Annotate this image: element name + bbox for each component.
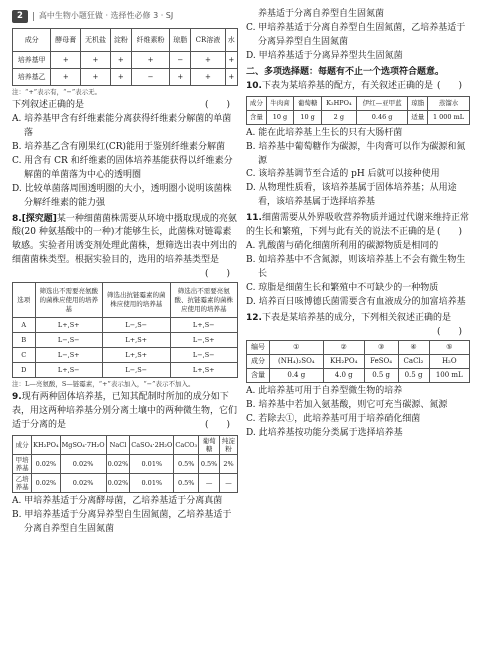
table-cell: 0.46 g	[356, 110, 408, 124]
table-cell: H₂O	[429, 354, 469, 368]
table-row	[13, 474, 238, 493]
table-cell: CaCO₃	[174, 436, 199, 455]
table-cell: L−,S+	[35, 348, 103, 363]
table-cell: 筛选出不需要亮氨酸的菌株应使用的培养基	[35, 283, 103, 318]
table-cell: 筛选出不需要亮氨酸、抗链霉素的菌株应使用的培养基	[170, 283, 238, 318]
table-cell: +	[170, 69, 191, 86]
option-a: A. 乳酸菌与硝化细菌所利用的碳源物质是相同的	[246, 241, 439, 252]
option-a: A. 培养基甲含有纤维素能分离获得纤维素分解菌的单菌落	[12, 113, 232, 138]
table-cell: L+,S+	[103, 333, 171, 348]
table-cell: 淀粉	[110, 29, 131, 52]
header-divider	[33, 12, 34, 21]
table-cell: NaCl	[106, 436, 130, 455]
table-cell: 0.5%	[174, 455, 199, 474]
option-c: C. 该培养基调节至合适的 pH 后就可以接种使用	[246, 169, 440, 180]
answer-paren: ( )	[204, 269, 230, 280]
option-c: C. 琼脂是细菌生长和繁殖中不可缺少的一种物质	[246, 282, 439, 293]
option-c: C. 若除去①，此培养基可用于培养硝化细菌	[246, 413, 421, 424]
table-cell: 选项	[13, 283, 36, 318]
table-cell: +	[225, 69, 237, 86]
option-b: B. 培养基乙含有刚果红(CR)能用于鉴别纤维素分解菌	[12, 141, 226, 152]
option-d: D. 从物理性质看，该培养基属于固体培养基；从用途看，该培养基属于选择培养基	[246, 183, 457, 208]
table-cell: L−,S−	[103, 363, 171, 378]
table-cell: +	[81, 69, 111, 86]
table-header-row	[13, 436, 238, 455]
question-number: 9.	[12, 392, 22, 403]
table-cell: KH₂PO₄	[323, 354, 364, 368]
table-cell: 水	[225, 29, 237, 52]
answer-paren: ( )	[204, 420, 230, 431]
table-cell: 培养基甲	[13, 52, 51, 69]
table-cell: 0.5%	[199, 455, 220, 474]
table-media-components	[12, 28, 238, 86]
table-cell: 成分	[13, 29, 51, 52]
table-cell: 10 g	[266, 110, 294, 124]
table-cell: 0.5%	[174, 474, 199, 493]
option-b: B. 培养基中若加入氨基酸，则它可充当碳源、氮源	[246, 399, 448, 410]
table-cell: 100 mL	[429, 368, 469, 382]
option-a: A. 此培养基可用于自养型微生物的培养	[246, 385, 403, 396]
table-cell: 乙培养基	[13, 474, 32, 493]
table-cell: +	[110, 52, 131, 69]
table-cell: 蒸馏水	[428, 96, 470, 110]
page-header	[12, 8, 237, 24]
table-cell: 甲培养基	[13, 455, 32, 474]
table-row	[247, 354, 470, 368]
table-cell: 0.5 g	[364, 368, 398, 382]
table-cell: L+,S−	[35, 363, 103, 378]
table-cell: 筛选出抗链霉素的菌株应使用的培养基	[103, 283, 171, 318]
table-cell: +	[191, 69, 225, 86]
table-row	[13, 363, 238, 378]
table-row	[247, 368, 470, 382]
option-d: D. 甲培养基适于分离异养型共生固氮菌	[246, 50, 403, 61]
table-cell: 4.0 g	[323, 368, 364, 382]
table-cell: MgSO₄·7H₂O	[60, 436, 106, 455]
table-cell: L−,S−	[170, 348, 238, 363]
page-number: 2	[12, 10, 28, 23]
table-cell: +	[110, 69, 131, 86]
table-cell: A	[13, 318, 36, 333]
option-c: C. 用含有 CR 和纤维素的固体培养基能获得以纤维素分解菌的单菌落为中心的透明圈	[12, 155, 233, 180]
table-cell: ②	[323, 340, 364, 354]
table-cell: 成分	[247, 96, 267, 110]
table-cell: L−,S−	[103, 318, 171, 333]
table-cell: 无机盐	[81, 29, 111, 52]
option-b: B. 如培养基中不含氮源，则该培养基上不会有微生物生长	[246, 255, 466, 279]
table-medium-recipe	[246, 96, 470, 125]
table-cell: 成分	[247, 354, 270, 368]
table-cell: 培养基乙	[13, 69, 51, 86]
table-cell: L−,S+	[170, 333, 238, 348]
answer-paren: ( )	[436, 227, 462, 238]
table-row	[247, 110, 470, 124]
table-cell: —	[199, 474, 220, 493]
table-cell: 成分	[13, 436, 32, 455]
table-cell: 纤维素粉	[131, 29, 169, 52]
table-cell: ①	[269, 340, 323, 354]
table-cell: 0.01%	[130, 474, 174, 493]
table-cell: K₂HPO₄	[321, 96, 356, 110]
table-cell: KH₂PO₄	[32, 436, 60, 455]
table-cell: CaCl₂	[398, 354, 429, 368]
section-heading: 二、多项选择题：每题有不止一个选项符合题意。	[246, 66, 445, 77]
table-cell: 0.02%	[106, 474, 130, 493]
question-number: 12.	[246, 312, 262, 323]
table-cell: +	[51, 69, 81, 86]
table-medium-components	[246, 340, 470, 383]
table-cell: L+,S+	[170, 363, 238, 378]
question-7-stem: 下列叙述正确的是 ( )	[12, 99, 238, 113]
table-cell: L+,S−	[170, 318, 238, 333]
table-cell: 0.02%	[32, 474, 60, 493]
table-header-row	[247, 96, 470, 110]
table-cell: FeSO₄	[364, 354, 398, 368]
table-cell: —	[220, 474, 238, 493]
question-9-stem: 9.现有两种固体培养基，已知其配制时所加的成分如下表，用这两种培养基分别分离土壤中的两种微生物，它们适于分离的是 ( )	[12, 391, 238, 433]
question-number: 11.	[246, 213, 262, 224]
table-header-row	[247, 340, 470, 354]
table-header-row	[13, 283, 238, 318]
table-cell: 0.02%	[32, 455, 60, 474]
table-cell: 琼脂	[408, 96, 428, 110]
answer-paren: ( )	[436, 326, 462, 337]
option-a: A. 甲培养基适于分离酵母菌，乙培养基适于分离真菌	[12, 496, 223, 506]
right-column	[246, 8, 470, 440]
table-cell: −	[170, 52, 191, 69]
option-b-continued: 养基适于分离自养型自生固氮菌	[258, 9, 385, 19]
table-cell: 0.01%	[130, 455, 174, 474]
table-cell: ④	[398, 340, 429, 354]
left-column	[12, 28, 238, 537]
table-cell: +	[191, 52, 225, 69]
table-cell: ③	[364, 340, 398, 354]
table-cell: L+,S+	[35, 318, 103, 333]
table-row	[13, 52, 238, 69]
table-cell: L−,S−	[35, 333, 103, 348]
question-tag: [探究题]	[21, 213, 57, 224]
question-8-stem: 8.[探究题]某一种细菌菌株需要从环境中摄取现成的亮氨酸(20 种氨基酸中的一种)才能够生长，此菌株对链霉素敏感。实验者用诱变剂处理此菌株，想筛选出表中列出的细菌菌株类型。根据实验目的，选用的培养基类型是 ( )	[12, 213, 238, 269]
table-cell: 0.02%	[60, 455, 106, 474]
table-solid-media	[12, 435, 238, 493]
table-cell: +	[131, 52, 169, 69]
table-row	[13, 333, 238, 348]
table-selection-media	[12, 282, 238, 378]
book-title: 高中生物小题狂做 · 选择性必修 3 · SJ	[38, 10, 174, 20]
table-cell: 适量	[408, 110, 428, 124]
table-cell: (NH₄)₂SO₄	[269, 354, 323, 368]
table-cell: 纯淀粉	[220, 436, 238, 455]
table-header-row	[13, 29, 238, 52]
table-cell: 葡萄糖	[199, 436, 220, 455]
table-cell: 琼脂	[170, 29, 191, 52]
option-b: B. 甲培养基适于分离异养型自生固氮菌，乙培养基适于分离自养型自生固氮菌	[12, 509, 232, 534]
table-row	[13, 69, 238, 86]
option-d: D. 比较单菌落周围透明圈的大小，透明圈小说明该菌株分解纤维素的能力强	[12, 183, 232, 208]
table-cell: 0.02%	[60, 474, 106, 493]
table-cell: 编号	[247, 340, 270, 354]
table-cell: 2 g	[321, 110, 356, 124]
table-cell: +	[225, 52, 237, 69]
table-cell: 含量	[247, 110, 267, 124]
question-10-stem: 10.下表为某培养基的配方，有关叙述正确的是 ( )	[246, 80, 470, 94]
table-cell: 10 g	[294, 110, 322, 124]
table-cell: 1 000 mL	[428, 110, 470, 124]
table-cell: B	[13, 333, 36, 348]
question-number: 10.	[246, 80, 262, 91]
table-note: 注：“+”表示有，“−”表示无。	[12, 88, 102, 96]
table-cell: 0.02%	[106, 455, 130, 474]
table-cell: 酵母膏	[51, 29, 81, 52]
option-d: D. 培养百日咳博德氏菌需要含有血液成分的加富培养基	[246, 296, 466, 307]
table-cell: ⑤	[429, 340, 469, 354]
table-cell: 含量	[247, 368, 270, 382]
table-cell: C	[13, 348, 36, 363]
table-cell: 0.4 g	[269, 368, 323, 382]
table-cell: 牛肉膏	[266, 96, 294, 110]
table-row	[13, 318, 238, 333]
table-note: 注：L—亮氨酸，S—链霉素，“+”表示加入，“−”表示不加入。	[12, 380, 195, 389]
table-cell: −	[131, 69, 169, 86]
table-row	[13, 455, 238, 474]
question-11-stem: 11.细菌需要从外界吸收营养物质并通过代谢来维持正常的生长和繁殖，下列与此有关的说法不正确的是 ( )	[246, 212, 470, 240]
table-cell: CR溶液	[191, 29, 225, 52]
question-number: 8.	[12, 213, 22, 224]
question-12-stem: 12.下表是某培养基的成分，下列相关叙述正确的是 ( )	[246, 312, 470, 326]
table-cell: +	[51, 52, 81, 69]
table-row	[13, 348, 238, 363]
table-cell: +	[81, 52, 111, 69]
table-cell: 0.5 g	[398, 368, 429, 382]
table-cell: 伊红—亚甲蓝	[356, 96, 408, 110]
table-cell: L+,S+	[103, 348, 171, 363]
table-cell: 2%	[220, 455, 238, 474]
answer-paren: ( )	[436, 80, 462, 91]
table-cell: D	[13, 363, 36, 378]
option-b: B. 培养基中葡萄糖作为碳源，牛肉膏可以作为碳源和氮源	[246, 141, 466, 166]
option-d: D. 此培养基按功能分类属于选择培养基	[246, 427, 403, 438]
table-cell: 葡萄糖	[294, 96, 322, 110]
table-cell: CaSO₄·2H₂O	[130, 436, 174, 455]
answer-paren: ( )	[204, 100, 230, 110]
option-a: A. 能在此培养基上生长的只有大肠杆菌	[246, 127, 403, 138]
option-c: C. 甲培养基适于分离自养型自生固氮菌，乙培养基适于分离异养型自生固氮菌	[246, 22, 466, 47]
